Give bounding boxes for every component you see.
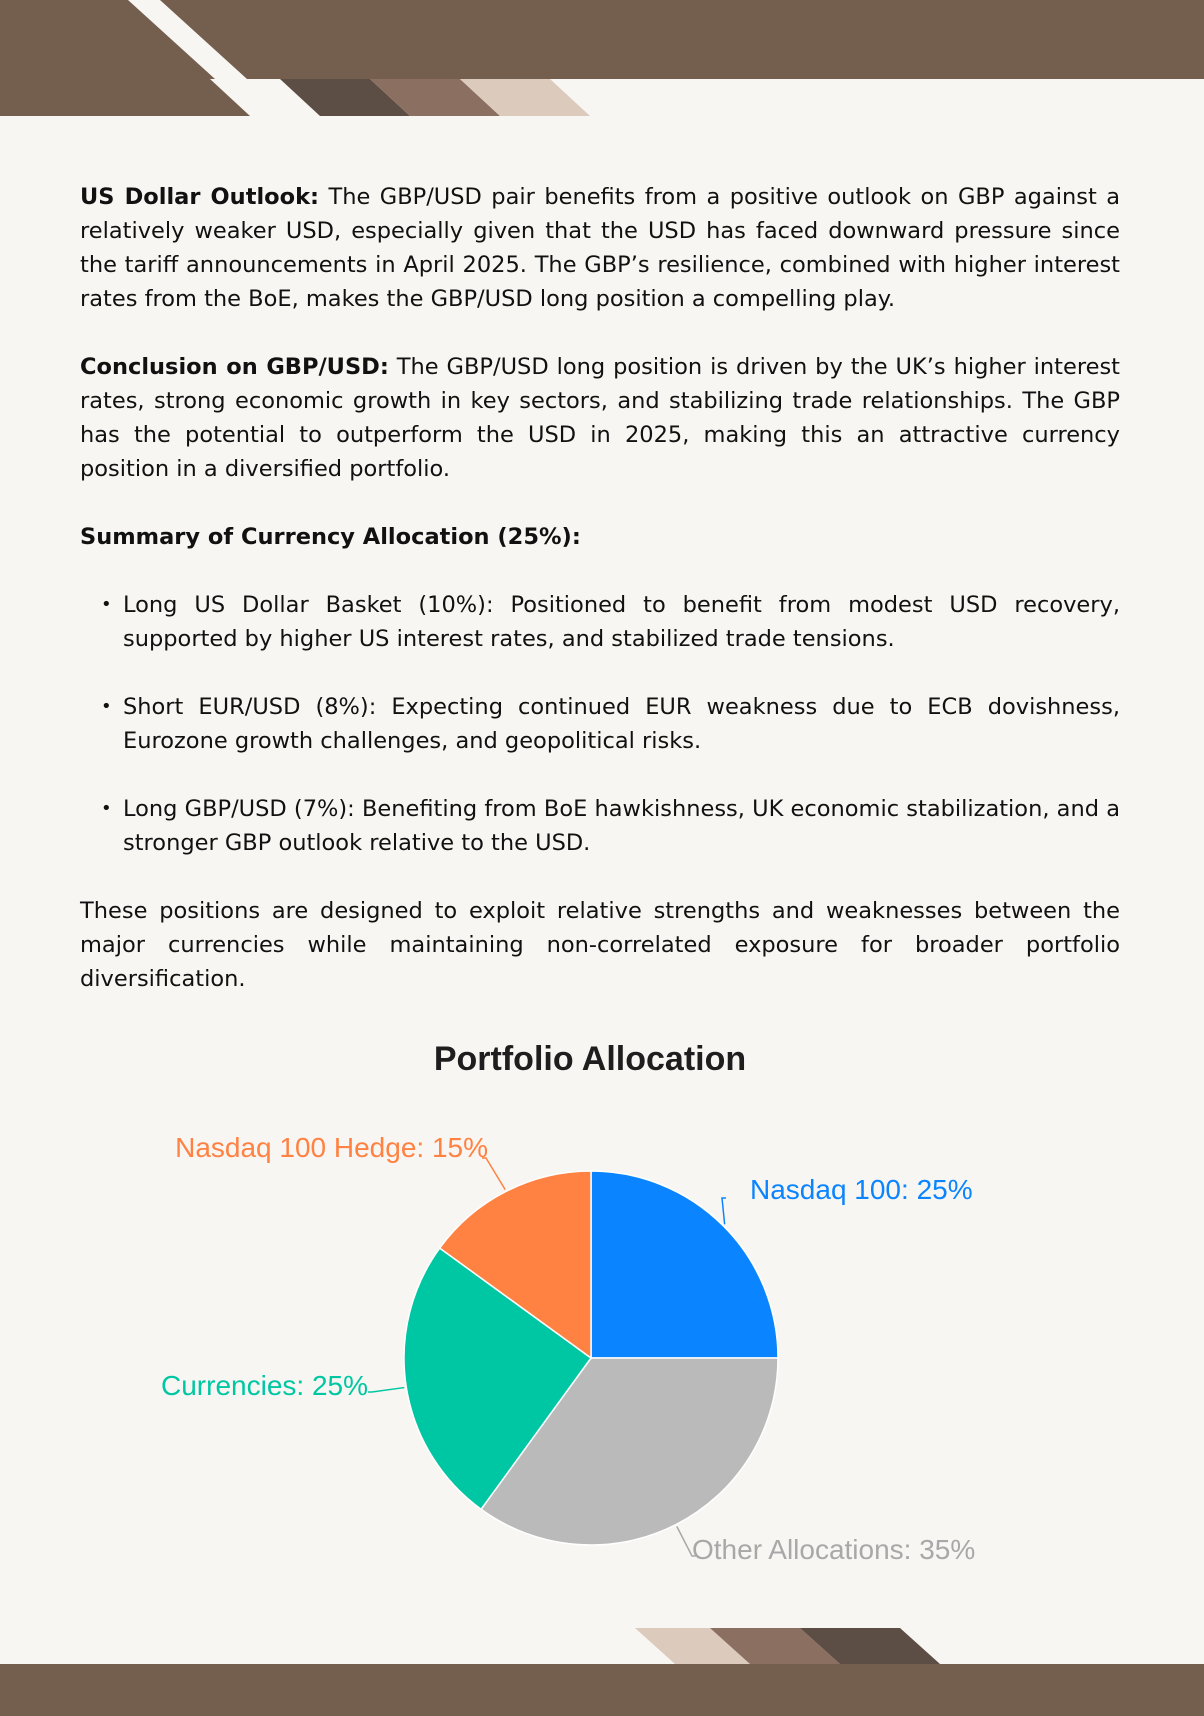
list-item: • Short EUR/USD (8%): Expecting continued EUR weakness due to ECB dovishness, Eurozone growth challenges, and geopolitical risks.: [123, 690, 1120, 758]
slice-label: Nasdaq 100 Hedge: 15%: [175, 1132, 488, 1163]
chart-title: Portfolio Allocation: [433, 1040, 747, 1078]
closing-paragraph: These positions are designed to exploit relative strengths and weaknesses between the major currencies while maintaining non-correlated exposure for broader portfolio diversification.: [80, 898, 1120, 992]
list-item: • Long US Dollar Basket (10%): Positioned to benefit from modest USD recovery, supported by higher US interest rates, and stabilized trade tensions.: [123, 588, 1120, 656]
list-item: • Long GBP/USD (7%): Benefiting from BoE hawkishness, UK economic stabilization, and a stronger GBP outlook relative to the USD.: [123, 792, 1120, 860]
leader-line: [368, 1388, 404, 1392]
slice-label: Other Allocations: 35%: [692, 1534, 976, 1565]
slice-label: Currencies: 25%: [161, 1370, 368, 1401]
leader-line: [722, 1198, 726, 1224]
conclusion-heading: Conclusion on GBP/USD:: [80, 354, 389, 380]
slice-label: Nasdaq 100: 25%: [750, 1174, 973, 1205]
conclusion-text: The GBP/USD long position is driven by the UK’s higher interest rates, strong economic growth in key sectors, and stabilizing trade relationships. The GBP has the potential to outperform the USD in 2025, making this an attractive currency position in a diversified portfolio.: [80, 354, 1120, 482]
usd-outlook-heading: US Dollar Outlook:: [80, 184, 320, 210]
usd-outlook-text: The GBP/USD pair benefits from a positive outlook on GBP against a relatively weaker USD, especially given that the USD has faced downward pressure since the tariff announcements in April 2025. The GBP’s resilience, combined with higher interest rates from the BoE, makes the GBP/USD long position a compelling play.: [80, 184, 1120, 312]
summary-heading: Summary of Currency Allocation (25%):: [80, 524, 581, 550]
